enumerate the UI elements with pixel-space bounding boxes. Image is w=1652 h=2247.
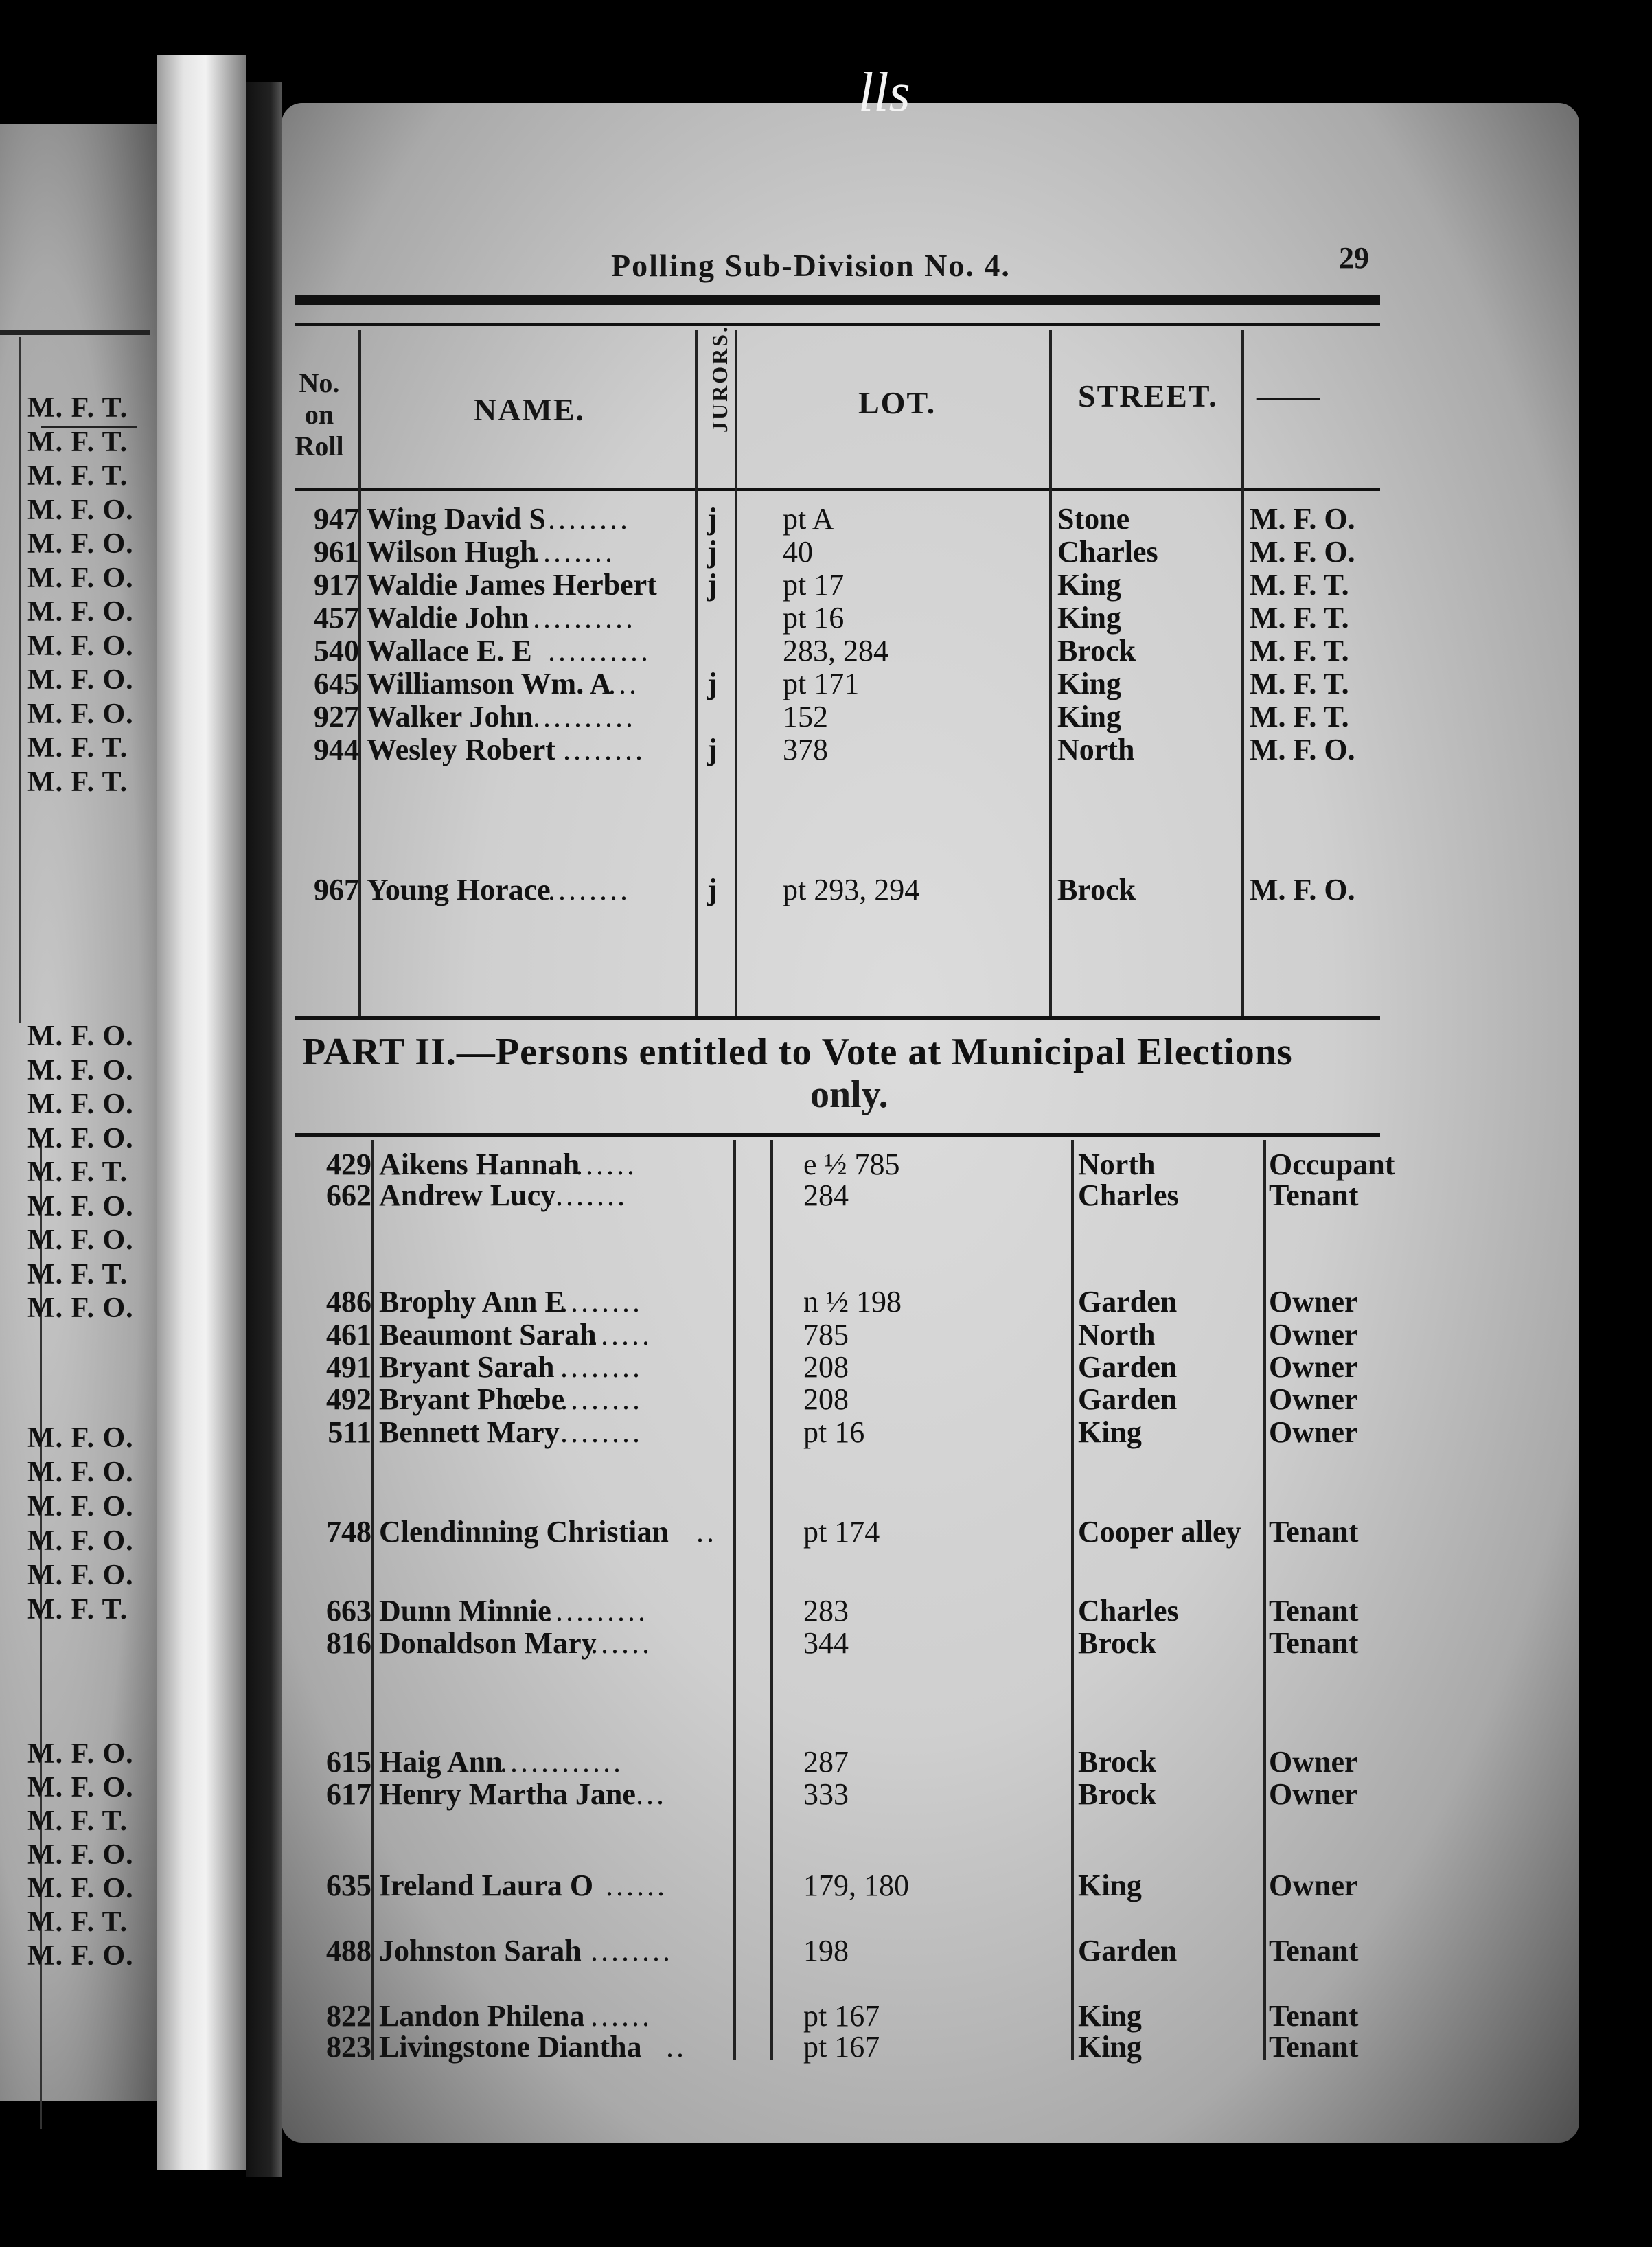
- left-status-code: M. F. O.: [27, 1190, 134, 1222]
- left-status-code: M. F. T.: [27, 766, 128, 798]
- street-name: King: [1078, 1415, 1142, 1449]
- voter-name: Wallace E. E: [367, 634, 532, 668]
- left-status-code: M. F. O.: [27, 1457, 134, 1488]
- col-jurors: JURORS.: [707, 324, 732, 433]
- left-status-code: M. F. O.: [27, 1738, 134, 1770]
- lot-number: 284: [803, 1178, 849, 1212]
- status-code: Tenant: [1269, 1515, 1359, 1549]
- leader-dots: ........: [563, 733, 645, 766]
- roll-number: 457: [314, 601, 359, 635]
- lot-number: 785: [803, 1318, 849, 1351]
- street-name: Cooper alley: [1078, 1515, 1241, 1549]
- voter-name: Wilson Hugh: [367, 535, 537, 569]
- left-status-code: M. F. T.: [27, 426, 128, 458]
- status-code: M. F. T.: [1250, 700, 1349, 733]
- roll-number: 488: [326, 1934, 371, 1967]
- lot-number: n ½ 198: [803, 1285, 902, 1319]
- street-name: Brock: [1057, 873, 1136, 906]
- status-code: Owner: [1269, 1777, 1358, 1811]
- left-status-code: M. F. O.: [27, 698, 134, 730]
- street-name: King: [1078, 1869, 1142, 1902]
- roll-number: 491: [326, 1350, 371, 1384]
- roll-number: 947: [314, 502, 359, 536]
- voter-name: Dunn Minnie: [379, 1594, 551, 1628]
- lot-number: pt 16: [783, 601, 845, 635]
- lot-number: pt 171: [783, 667, 860, 700]
- status-code: M. F. O.: [1250, 535, 1355, 569]
- left-status-code: M. F. O.: [27, 1122, 134, 1154]
- left-status-code: M. F. O.: [27, 1422, 134, 1454]
- lot-number: pt 17: [783, 568, 845, 602]
- lot-number: 283, 284: [783, 634, 888, 668]
- vrule2-jurors: [770, 1140, 773, 2060]
- left-status-code: M. F. O.: [27, 1054, 134, 1086]
- left-header-rule: [0, 330, 150, 335]
- lot-number: 208: [803, 1350, 849, 1384]
- part2-top-rule: [295, 1133, 1380, 1137]
- leader-dots: ..........: [533, 700, 636, 733]
- roll-number: 492: [326, 1382, 371, 1416]
- col-last: ——: [1257, 378, 1320, 413]
- leader-dots: ..........: [545, 1594, 648, 1628]
- left-status-code: M. F. O.: [27, 1491, 134, 1522]
- voter-name: Beaumont Sarah: [379, 1318, 597, 1351]
- roll-number: 635: [326, 1869, 371, 1902]
- roll-number: 486: [326, 1285, 371, 1319]
- street-name: Garden: [1078, 1934, 1178, 1967]
- roll-number: 429: [326, 1148, 371, 1181]
- leader-dots: ......: [575, 1148, 637, 1181]
- lot-number: e ½ 785: [803, 1148, 900, 1181]
- leader-dots: ..: [666, 2030, 687, 2064]
- street-name: Garden: [1078, 1350, 1178, 1384]
- left-status-code: M. F. O.: [27, 1088, 134, 1120]
- status-code: Tenant: [1269, 1934, 1359, 1967]
- left-status-code: M. F. O.: [27, 596, 134, 628]
- leader-dots: ........: [533, 535, 615, 569]
- left-status-code: M. F. T.: [27, 732, 128, 764]
- leader-dots: ......: [590, 1318, 652, 1351]
- leader-dots: ..: [696, 1515, 717, 1549]
- roll-number: 822: [326, 1999, 371, 2033]
- roll-number: 663: [326, 1594, 371, 1628]
- leader-dots: ........: [548, 502, 630, 536]
- roll-number: 927: [314, 700, 359, 733]
- status-code: Owner: [1269, 1869, 1358, 1902]
- header-top-rule: [295, 295, 1380, 305]
- street-name: North: [1078, 1148, 1156, 1181]
- lot-number: pt A: [783, 502, 834, 536]
- voter-name: Bryant Phœbe: [379, 1382, 565, 1416]
- street-name: North: [1057, 733, 1135, 766]
- lot-number: pt 167: [803, 1999, 880, 2033]
- status-code: Owner: [1269, 1350, 1358, 1384]
- voter-name: Livingstone Diantha: [379, 2030, 642, 2064]
- left-status-code: M. F. O.: [27, 1873, 134, 1904]
- voter-name: Brophy Ann E: [379, 1285, 565, 1319]
- left-status-code: M. F. O.: [27, 664, 134, 696]
- status-code: M. F. O.: [1250, 733, 1355, 766]
- lot-number: 152: [783, 700, 828, 733]
- status-code: M. F. T.: [1250, 601, 1349, 635]
- street-name: King: [1057, 568, 1121, 602]
- status-code: Owner: [1269, 1382, 1358, 1416]
- voter-name: Young Horace: [367, 873, 551, 906]
- vrule-street: [1241, 330, 1244, 1016]
- lot-number: 40: [783, 535, 813, 569]
- leader-dots: ........: [560, 1350, 643, 1384]
- voter-name: Landon Philena: [379, 1999, 585, 2033]
- leader-dots: ........: [560, 1415, 643, 1449]
- lot-number: 198: [803, 1934, 849, 1967]
- roll-number: 645: [314, 667, 359, 700]
- street-name: North: [1078, 1318, 1156, 1351]
- left-status-code: M. F. O.: [27, 630, 134, 662]
- voter-name: Andrew Lucy: [379, 1178, 556, 1212]
- lot-number: 287: [803, 1745, 849, 1779]
- vrule-lot: [1049, 330, 1052, 1016]
- voter-name: Wing David S: [367, 502, 546, 536]
- status-code: Occupant: [1269, 1148, 1395, 1181]
- roll-number: 511: [328, 1415, 371, 1449]
- vrule2-street: [1263, 1140, 1266, 2060]
- col-name: NAME.: [474, 392, 586, 427]
- left-status-code: M. F. O.: [27, 1525, 134, 1557]
- leader-dots: ........: [545, 1178, 628, 1212]
- voter-name: Waldie John: [367, 601, 529, 635]
- left-column-rule: [19, 337, 21, 1023]
- left-status-code: M. F. T.: [27, 392, 128, 424]
- roll-number: 540: [314, 634, 359, 668]
- roll-number: 748: [326, 1515, 371, 1549]
- left-status-code: M. F. T.: [27, 1258, 128, 1290]
- street-name: Brock: [1057, 634, 1136, 668]
- voter-name: Bryant Sarah: [379, 1350, 555, 1384]
- status-code: Tenant: [1269, 1594, 1359, 1628]
- street-name: Charles: [1078, 1594, 1179, 1628]
- left-status-code: M. F. T.: [27, 1906, 128, 1938]
- roll-number: 662: [326, 1178, 371, 1212]
- lot-number: pt 16: [803, 1415, 865, 1449]
- leader-dots: ........: [590, 1934, 673, 1967]
- status-code: M. F. O.: [1250, 502, 1355, 536]
- left-status-code: M. F. O.: [27, 494, 134, 526]
- page-number: 29: [1339, 241, 1369, 275]
- ink-stamp: lls: [858, 62, 910, 123]
- register-page: [282, 62, 1579, 2143]
- lot-number: pt 174: [803, 1515, 880, 1549]
- street-name: King: [1057, 667, 1121, 700]
- voter-name: Haig Ann: [379, 1745, 503, 1779]
- voter-name: Clendinning Christian: [379, 1515, 669, 1549]
- status-code: Tenant: [1269, 1626, 1359, 1660]
- leader-dots: ........: [548, 873, 630, 906]
- voter-name: Donaldson Mary: [379, 1626, 597, 1660]
- leader-dots: ..........: [548, 634, 651, 668]
- street-name: Brock: [1078, 1777, 1157, 1811]
- status-code: M. F. T.: [1250, 634, 1349, 668]
- street-name: King: [1057, 601, 1121, 635]
- status-code: Tenant: [1269, 1178, 1359, 1212]
- col-no-line3: Roll: [295, 431, 344, 461]
- voter-name: Bennett Mary: [379, 1415, 560, 1449]
- roll-number: 816: [326, 1626, 371, 1660]
- voter-name: Williamson Wm. A: [367, 667, 612, 700]
- voter-name: Wesley Robert: [367, 733, 555, 766]
- vrule2-lot: [1071, 1140, 1074, 2060]
- left-status-code: M. F. O.: [27, 528, 134, 560]
- leader-dots: ...: [636, 1777, 667, 1811]
- status-code: Owner: [1269, 1415, 1358, 1449]
- book-spine: [157, 55, 246, 2170]
- vrule2-name: [733, 1140, 736, 2060]
- leader-dots: ......: [606, 1869, 667, 1902]
- part1-end-rule: [295, 1016, 1380, 1020]
- col-no-on-roll: [282, 367, 357, 462]
- roll-number: 961: [314, 535, 359, 569]
- status-code: M. F. T.: [1250, 667, 1349, 700]
- part2-heading-line2: only.: [810, 1073, 888, 1116]
- status-code: Tenant: [1269, 2030, 1359, 2064]
- roll-number: 967: [314, 873, 359, 906]
- juror-flag: j: [707, 502, 718, 536]
- juror-flag: j: [707, 568, 718, 602]
- status-code: Tenant: [1269, 1999, 1359, 2033]
- juror-flag: j: [707, 733, 718, 766]
- leader-dots: ........: [560, 1285, 643, 1319]
- left-status-code: M. F. O.: [27, 1940, 134, 1972]
- street-name: Brock: [1078, 1626, 1157, 1660]
- lot-number: 344: [803, 1626, 849, 1660]
- page-gutter: [246, 82, 282, 2177]
- left-status-code: M. F. O.: [27, 562, 134, 594]
- juror-flag: j: [707, 535, 718, 569]
- header-thin-rule: [295, 323, 1380, 326]
- roll-number: 917: [314, 568, 359, 602]
- street-name: Charles: [1078, 1178, 1179, 1212]
- col-no-line1: No.: [299, 367, 340, 398]
- left-status-code: M. F. O.: [27, 1839, 134, 1871]
- voter-name: Walker John: [367, 700, 534, 733]
- juror-flag: j: [707, 667, 718, 700]
- lot-number: pt 293, 294: [783, 873, 920, 906]
- left-status-code: M. F. T.: [27, 1594, 128, 1626]
- roll-number: 944: [314, 733, 359, 766]
- leader-dots: ............: [500, 1745, 623, 1779]
- roll-number: 615: [326, 1745, 371, 1779]
- header-bottom-rule: [295, 488, 1380, 491]
- vrule-jurors: [735, 330, 737, 1016]
- left-status-code: M. F. O.: [27, 1224, 134, 1256]
- col-lot: LOT.: [858, 385, 937, 420]
- left-status-code: M. F. O.: [27, 1292, 134, 1324]
- roll-number: 617: [326, 1777, 371, 1811]
- left-status-code: M. F. T.: [27, 1805, 128, 1837]
- voter-name: Waldie James Herbert: [367, 568, 657, 602]
- left-status-code: M. F. T.: [27, 1156, 128, 1188]
- street-name: King: [1057, 700, 1121, 733]
- leader-dots: ...: [608, 667, 639, 700]
- page-title: Polling Sub-Division No. 4.: [611, 248, 1011, 283]
- street-name: Garden: [1078, 1285, 1178, 1319]
- lot-number: 179, 180: [803, 1869, 909, 1902]
- juror-flag: j: [707, 873, 718, 906]
- street-name: Brock: [1078, 1745, 1157, 1779]
- lot-number: 333: [803, 1777, 849, 1811]
- lot-number: 283: [803, 1594, 849, 1628]
- roll-number: 823: [326, 2030, 371, 2064]
- col-street: STREET.: [1078, 378, 1218, 413]
- status-code: Owner: [1269, 1285, 1358, 1319]
- status-code: Owner: [1269, 1745, 1358, 1779]
- status-code: Owner: [1269, 1318, 1358, 1351]
- lot-number: 208: [803, 1382, 849, 1416]
- vrule-name: [695, 330, 698, 1016]
- street-name: Garden: [1078, 1382, 1178, 1416]
- voter-name: Aikens Hannah: [379, 1148, 580, 1181]
- status-code: M. F. T.: [1250, 568, 1349, 602]
- street-name: Charles: [1057, 535, 1158, 569]
- col-no-line2: on: [304, 399, 334, 430]
- leader-dots: ..........: [533, 601, 636, 635]
- voter-name: Johnston Sarah: [379, 1934, 582, 1967]
- left-status-code: M. F. T.: [27, 460, 128, 492]
- street-name: King: [1078, 1999, 1142, 2033]
- status-code: M. F. O.: [1250, 873, 1355, 906]
- left-status-code: M. F. O.: [27, 1560, 134, 1591]
- lot-number: 378: [783, 733, 828, 766]
- leader-dots: ......: [590, 1626, 652, 1660]
- left-facing-page: [0, 124, 157, 2101]
- lot-number: pt 167: [803, 2030, 880, 2064]
- leader-dots: ......: [590, 1999, 652, 2033]
- voter-name: Ireland Laura O: [379, 1869, 594, 1902]
- left-status-code: M. F. O.: [27, 1020, 134, 1052]
- street-name: Stone: [1057, 502, 1130, 536]
- left-status-code: M. F. O.: [27, 1772, 134, 1803]
- voter-name: Henry Martha Jane: [379, 1777, 636, 1811]
- street-name: King: [1078, 2030, 1142, 2064]
- part2-heading: PART II.—Persons entitled to Vote at Municipal Elections: [302, 1031, 1293, 1073]
- leader-dots: ........: [560, 1382, 643, 1416]
- roll-number: 461: [326, 1318, 371, 1351]
